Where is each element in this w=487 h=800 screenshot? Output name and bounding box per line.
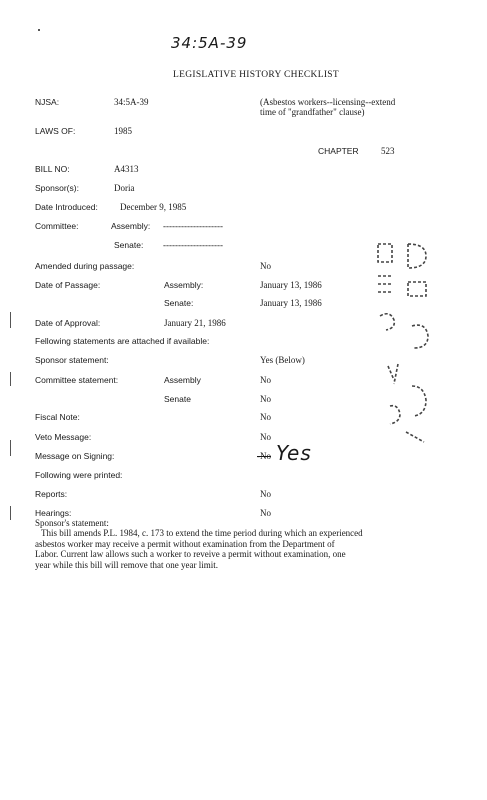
statement-line: year while this bill will remove that one year limit. bbox=[35, 559, 218, 570]
committee-statement-assembly-value: No bbox=[260, 375, 271, 385]
scan-margin-line bbox=[10, 440, 11, 456]
statement-line: Labor. Current law allows such a worker to reveive a permit without examination, one bbox=[35, 549, 346, 559]
passage-assembly-value: January 13, 1986 bbox=[260, 280, 322, 290]
committee-statement-label: Committee statement: bbox=[35, 375, 119, 385]
date-of-approval-label: Date of Approval: bbox=[35, 318, 101, 328]
passage-senate-label: Senate: bbox=[164, 298, 194, 308]
sponsor-value: Doria bbox=[114, 183, 135, 193]
following-attached-heading: Fellowing statements are attached if available: bbox=[35, 336, 210, 346]
message-on-signing-value: -No bbox=[257, 451, 271, 461]
message-on-signing-label: Message on Signing: bbox=[35, 451, 115, 461]
fiscal-note-label: Fiscal Note: bbox=[35, 412, 80, 422]
hearings-value: No bbox=[260, 508, 271, 518]
committee-assembly-value: -------------------- bbox=[163, 221, 223, 231]
handwritten-header: 34:5A-39 bbox=[171, 34, 248, 52]
following-printed-heading: Following were printed: bbox=[35, 470, 123, 480]
committee-statement-senate-label: Senate bbox=[164, 394, 191, 404]
amended-value: No bbox=[260, 261, 271, 271]
fiscal-note-value: No bbox=[260, 412, 271, 422]
veto-message-label: Veto Message: bbox=[35, 432, 92, 442]
statement-heading: Sponsor's statement: bbox=[35, 518, 109, 528]
statement-line: asbestos worker may receive a permit without examination from the Department of bbox=[35, 538, 335, 549]
njsa-note-line1: (Asbestos workers--licensing--extend bbox=[260, 97, 396, 107]
committee-senate-label: Senate: bbox=[114, 240, 144, 250]
passage-senate-value: January 13, 1986 bbox=[260, 298, 322, 308]
scan-margin-line bbox=[10, 506, 11, 520]
page-title: LEGISLATIVE HISTORY CHECKLIST bbox=[173, 70, 339, 80]
reports-value: No bbox=[260, 489, 271, 499]
scan-dot bbox=[38, 29, 40, 31]
njsa-label: NJSA: bbox=[35, 97, 60, 107]
committee-label: Committee: bbox=[35, 221, 79, 231]
bill-no-value: A4313 bbox=[114, 164, 139, 174]
chapter-value: 523 bbox=[381, 146, 395, 156]
laws-of-value: 1985 bbox=[114, 126, 132, 136]
njsa-value: 34:5A-39 bbox=[114, 97, 149, 107]
committee-senate-value: -------------------- bbox=[163, 240, 223, 250]
scan-margin-line bbox=[10, 372, 11, 386]
received-stamp-image bbox=[368, 236, 448, 466]
statement-line: This bill amends P.L. 1984, c. 173 to extend the time period during which an experienced bbox=[41, 528, 363, 538]
veto-message-value: No bbox=[260, 432, 271, 442]
sponsor-label: Sponsor(s): bbox=[35, 183, 79, 193]
date-of-approval-value: January 21, 1986 bbox=[164, 318, 226, 328]
message-on-signing-handwritten: Yes bbox=[276, 441, 312, 465]
sponsor-statement-value: Yes (Below) bbox=[260, 355, 305, 365]
committee-assembly-label: Assembly: bbox=[111, 221, 151, 231]
scan-margin-line bbox=[10, 312, 11, 328]
statement-body bbox=[35, 528, 445, 570]
hearings-label: Hearings: bbox=[35, 508, 72, 518]
laws-of-label: LAWS OF: bbox=[35, 126, 76, 136]
chapter-label: CHAPTER bbox=[318, 146, 359, 156]
committee-statement-assembly-label: Assembly bbox=[164, 375, 201, 385]
date-introduced-value: December 9, 1985 bbox=[120, 202, 187, 212]
amended-label: Amended during passage: bbox=[35, 261, 135, 271]
njsa-note-line2: time of "grandfather" clause) bbox=[260, 107, 365, 117]
bill-no-label: BILL NO: bbox=[35, 164, 70, 174]
passage-assembly-label: Assembly: bbox=[164, 280, 204, 290]
committee-statement-senate-value: No bbox=[260, 394, 271, 404]
sponsor-statement-label: Sponsor statement: bbox=[35, 355, 109, 365]
date-of-passage-label: Date of Passage: bbox=[35, 280, 101, 290]
date-introduced-label: Date Introduced: bbox=[35, 202, 98, 212]
reports-label: Reports: bbox=[35, 489, 68, 499]
